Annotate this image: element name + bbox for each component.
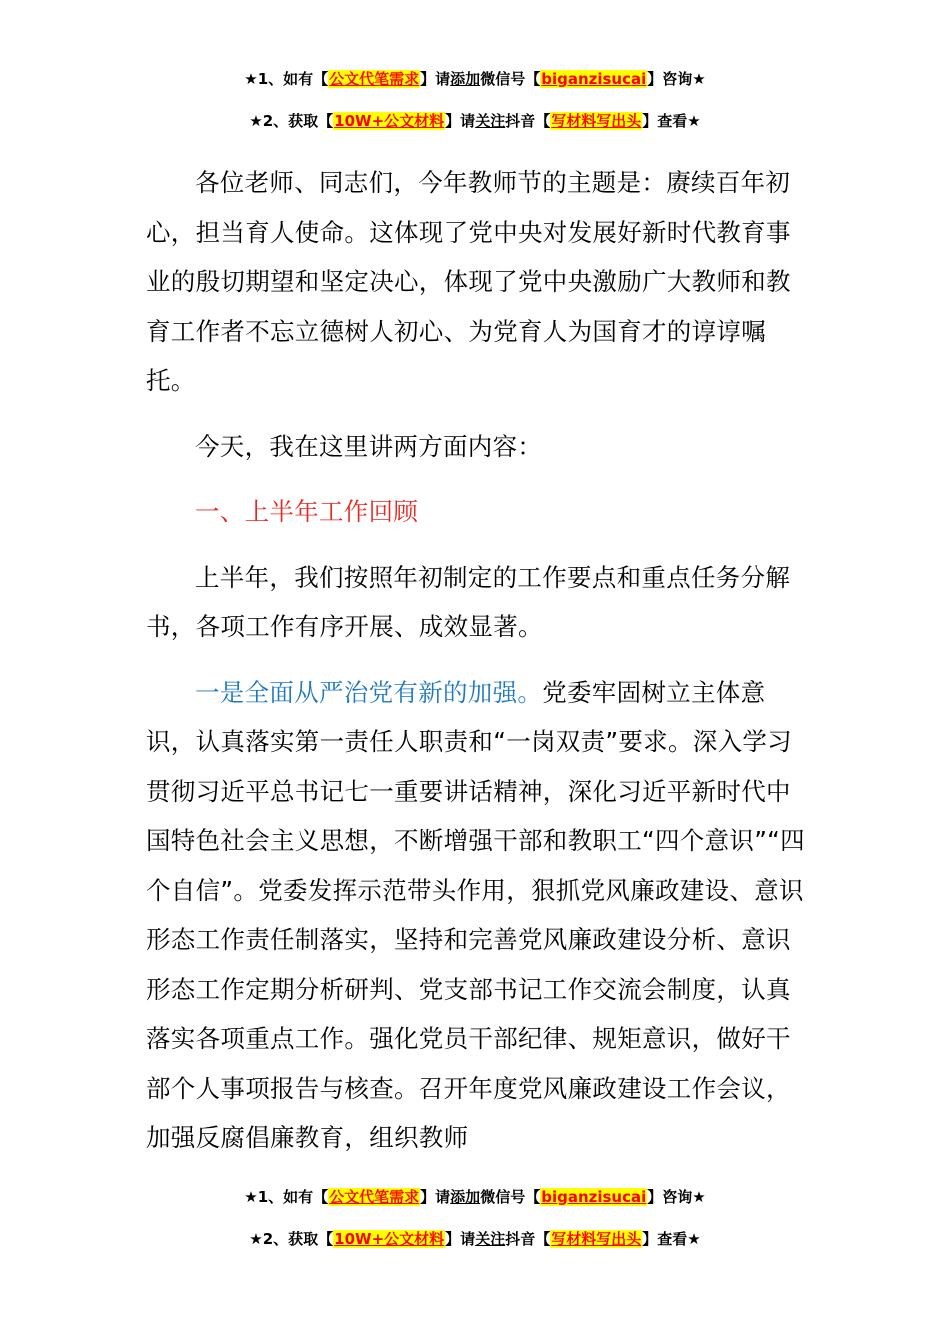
highlight-wechat-id: biganzisucai (541, 70, 647, 88)
document-body (146, 158, 808, 1163)
paragraph-outline: 今天，我在这里讲两方面内容： (195, 431, 543, 461)
footer-line-1: ★1、如有【公文代笔需求】请添加微信号【biganzisucai】咨询★ (244, 1188, 706, 1206)
banner-text: 1、如有【 (257, 70, 329, 88)
star-icon: ★ (244, 70, 258, 88)
underline-add: 添加 (450, 1188, 481, 1206)
section-heading: 一、上半年工作回顾 (195, 497, 419, 526)
paragraph-intro: 各位老师、同志们，今年教师节的主题是：赓续百年初心，担当育人使命。这体现了党中央对发展好新时代教育事业的殷切期望和坚定决心，体现了党中央激励广大教师和教育工作者不忘立德树人初心、为党育人为国育才的谆谆嘱托。 (146, 168, 791, 395)
underline-follow: 关注 (475, 112, 506, 130)
paragraph-party-building (146, 668, 808, 1163)
banner-text: 2、获取【 (262, 1230, 334, 1248)
star-icon: ★ (692, 70, 706, 88)
banner-text: 1、如有【 (257, 1188, 329, 1206)
paragraph-lead: 一是全面从严治党有新的加强。 (195, 677, 543, 707)
header-line-2: ★2、获取【10W+公文材料】请关注抖音【写材料写出头】查看★ (249, 112, 701, 130)
star-icon: ★ (249, 1230, 263, 1248)
highlight-materials: 10W+公文材料 (334, 1230, 445, 1248)
footer-line-2: ★2、获取【10W+公文材料】请关注抖音【写材料写出头】查看★ (249, 1230, 701, 1248)
highlight-service: 公文代笔需求 (329, 70, 420, 88)
underline-add: 添加 (450, 70, 481, 88)
highlight-douyin-id: 写材料写出头 (551, 112, 642, 130)
header-line-1: ★1、如有【公文代笔需求】请添加微信号【biganzisucai】咨询★ (244, 70, 706, 88)
star-icon: ★ (687, 1230, 701, 1248)
highlight-wechat-id: biganzisucai (541, 1188, 647, 1206)
highlight-materials: 10W+公文材料 (334, 112, 445, 130)
star-icon: ★ (687, 112, 701, 130)
star-icon: ★ (244, 1188, 258, 1206)
underline-follow: 关注 (475, 1230, 506, 1248)
highlight-douyin-id: 写材料写出头 (551, 1230, 642, 1248)
paragraph-content: 党委牢固树立主体意识，认真落实第一责任人职责和“一岗双责”要求。深入学习贯彻习近平总书记七一重要讲话精神，深化习近平新时代中国特色社会主义思想，不断增强干部和教职工“四个意识”“四个自信”。党委发挥示范带头作用，狠抓党风廉政建设、意识形态工作责任制落实，坚持和完善党风廉政建设分析、意识形态工作定期分析研判、党支部书记工作交流会制度，认真落实各项重点工作。强化党员干部纪律、规矩意识，做好干部个人事项报告与核查。召开年度党风廉政建设工作会议，加强反腐倡廉教育，组织教师 (146, 677, 805, 1152)
highlight-service: 公文代笔需求 (329, 1188, 420, 1206)
star-icon: ★ (249, 112, 263, 130)
star-icon: ★ (692, 1188, 706, 1206)
paragraph-summary: 上半年，我们按照年初制定的工作要点和重点任务分解书，各项工作有序开展、成效显著。 (146, 562, 791, 641)
banner-text: 2、获取【 (262, 112, 334, 130)
